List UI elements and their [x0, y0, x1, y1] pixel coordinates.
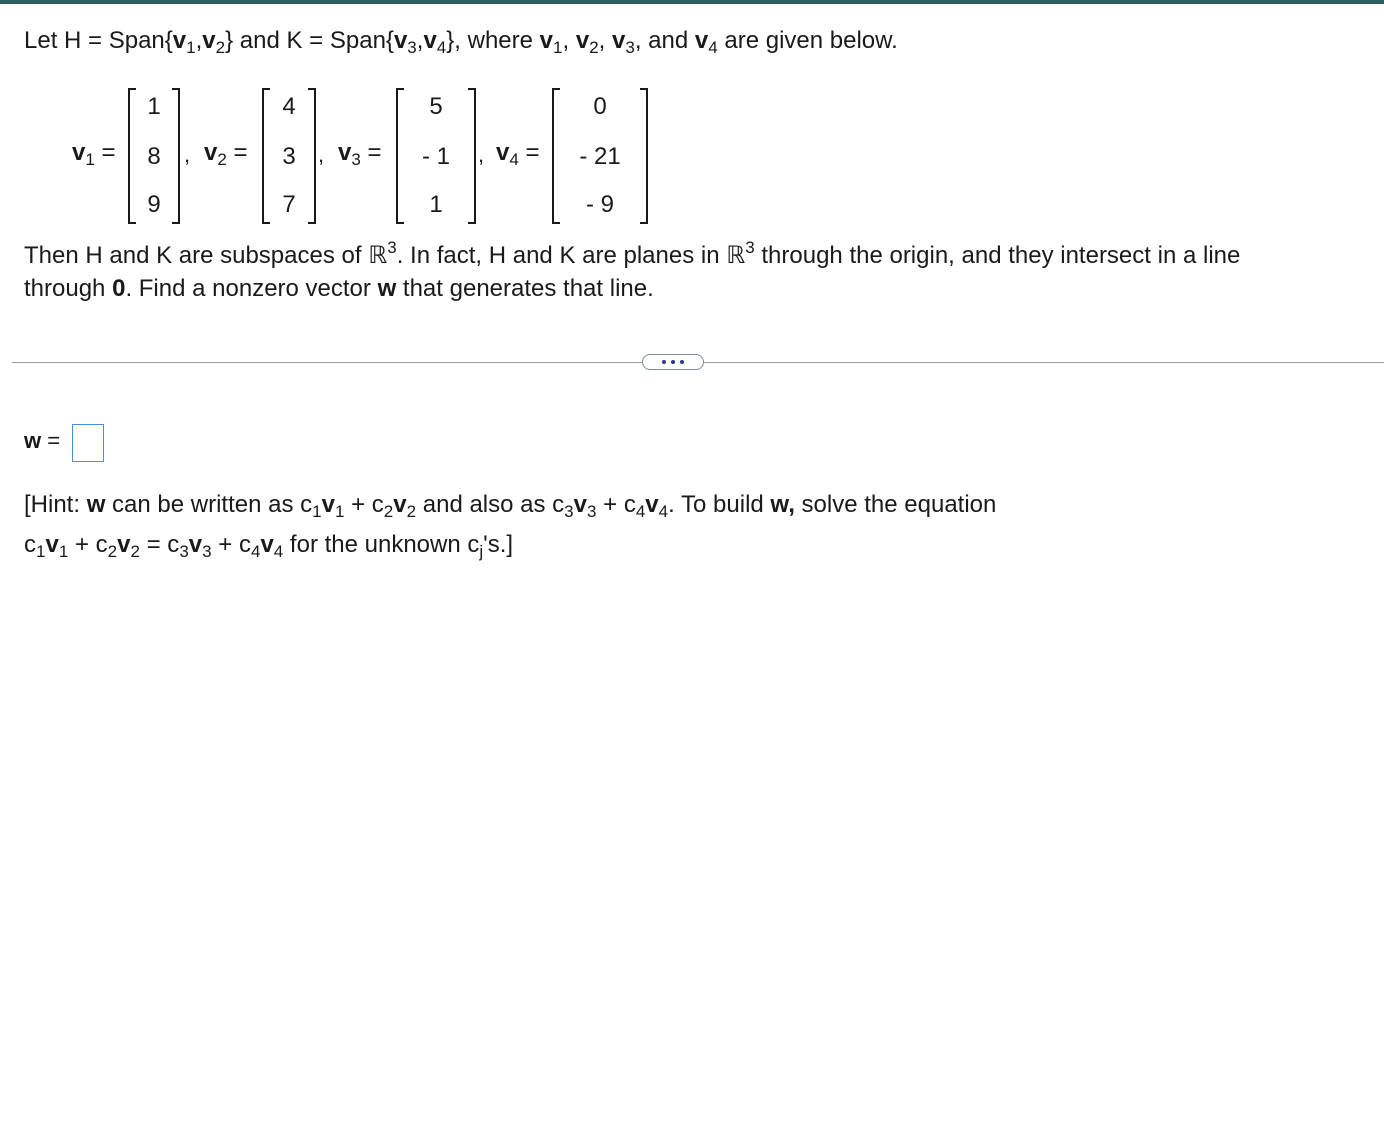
matrix-cell: 7 — [282, 191, 296, 218]
matrix-cell: - 9 — [585, 191, 614, 218]
vector-v1-label: $v_1$ = — [72, 139, 116, 169]
matrix-cell: 8 — [147, 143, 161, 170]
matrix-cell: - 1 — [421, 143, 450, 170]
vector-separator: , — [478, 142, 485, 167]
vector-v4-matrix — [552, 88, 648, 224]
matrix-cell: 4 — [282, 93, 296, 120]
top-accent-bar — [0, 0, 1384, 4]
vector-v3-label: $v_3$ = — [338, 139, 382, 169]
vector-separator: , — [184, 142, 191, 167]
vector-v2-matrix — [262, 88, 316, 224]
problem-intro: Let $H = Span\{v_1,v_2\}$ and $K = Span\{v_3,v_4\}$, where $v_1$, $v_2$, $v_3$, and $v_4$ are given below. — [24, 27, 898, 57]
matrix-cell: 5 — [429, 93, 443, 120]
vector-v4 — [496, 84, 656, 226]
ellipsis-icon — [680, 360, 684, 364]
problem-statement-line2: through 0. Find a nonzero vector w that generates that line. — [24, 275, 654, 302]
vector-v4-label: $v_4$ = — [496, 139, 540, 169]
hint-line2: $c_1v_1 + c_2v_2 = c_3v_3 + c_4v_4$ for the unknown $c_j's$.] — [24, 531, 514, 561]
matrix-cell: 1 — [147, 93, 161, 120]
vector-v2-label: $v_2$ = — [204, 139, 248, 169]
vector-v3-matrix — [396, 88, 476, 224]
vector-v1-matrix — [128, 88, 180, 224]
hint-line1: [Hint: w can be written as $c_1v_1 + c_2v_2$ and also as $c_3v_3 + c_4v_4$. To build w, solve the equation — [24, 491, 997, 521]
ellipsis-icon — [662, 360, 666, 364]
matrix-cell: - 21 — [579, 143, 621, 170]
vector-v1 — [72, 84, 200, 226]
matrix-cell: 1 — [429, 191, 443, 218]
vector-v2 — [204, 84, 340, 226]
ellipsis-icon — [671, 360, 675, 364]
matrix-cell: 3 — [282, 143, 296, 170]
matrix-cell: 9 — [147, 191, 161, 218]
answer-input[interactable] — [72, 424, 104, 462]
problem-statement-line1: Then H and K are subspaces of ℝ$^3$. In fact, H and K are planes in ℝ$^3$ through the origin, and they intersect in a line — [24, 238, 1241, 269]
vector-separator: , — [318, 142, 325, 167]
answer-label: w = — [24, 428, 61, 453]
vector-v3 — [338, 84, 488, 226]
show-more-button[interactable] — [642, 354, 704, 370]
matrix-cell: 0 — [593, 93, 607, 120]
